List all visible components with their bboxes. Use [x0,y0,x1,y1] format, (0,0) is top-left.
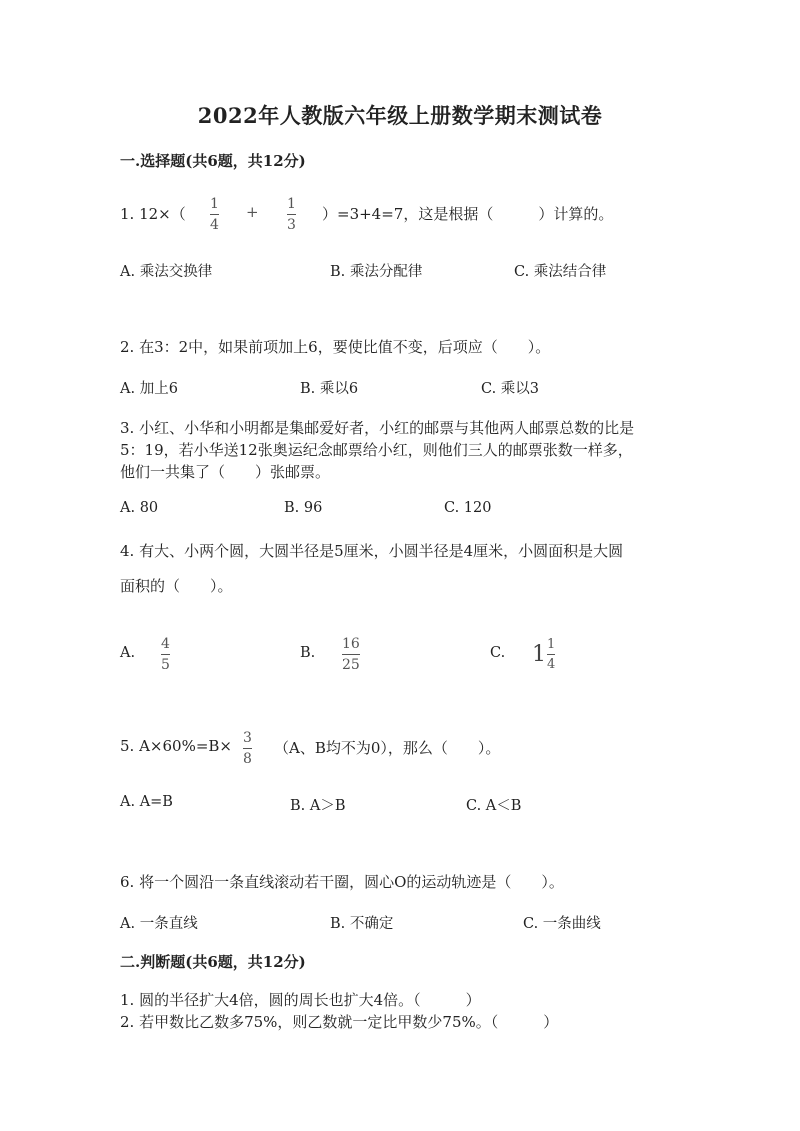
question-2-text: 2. 在3：2中，如果前项加上6，要使比值不变，后项应（ ）。 [120,338,551,356]
question-4-line-2: 面积的（ ）。 [120,577,233,595]
question-6-text: 6. 将一个圆沿一条直线滚动若干圈，圆心O的运动轨迹是（ ）。 [120,873,564,891]
fraction-denominator: 4 [210,217,219,233]
question-3-line-3: 他们一共集了（ ）张邮票。 [120,463,331,481]
section-heading-choice: 一.选择题(共6题，共12分) [120,152,306,170]
question-6-option-c[interactable]: C. 一条曲线 [523,916,601,932]
mixed-fraction [547,638,555,671]
question-1-fraction-1 [210,197,219,232]
question-6-option-b[interactable]: B. 不确定 [330,916,394,932]
question-5-prefix: 5. A×60%=B× [120,737,232,755]
mixed-whole: 1 [532,642,546,667]
question-1-suffix: ）=3+4=7，这是根据（ ）计算的。 [322,205,614,223]
question-2-option-c[interactable]: C. 乘以3 [481,381,540,397]
question-2-option-b[interactable]: B. 乘以6 [300,381,359,397]
fraction-numerator: 3 [243,730,252,746]
question-5-fraction [243,731,252,766]
fraction-denominator: 8 [243,751,252,767]
fraction-numerator: 4 [161,636,170,652]
page-title: 2022年人教版六年级上册数学期末测试卷 [197,103,603,128]
option-label: C. [490,645,506,661]
fraction-denominator: 4 [547,657,556,672]
question-4-line-1: 4. 有大、小两个圆，大圆半径是5厘米，小圆半径是4厘米，小圆面积是大圆 [120,542,624,560]
question-1-option-a[interactable]: A. 乘法交换律 [120,264,213,280]
question-1-option-c[interactable]: C. 乘法结合律 [514,264,607,280]
option-fraction [342,637,360,672]
fraction-numerator: 1 [210,196,219,212]
true-false-question-1: 1. 圆的半径扩大4倍，圆的周长也扩大4倍。（ ） [120,991,481,1009]
question-1-option-b[interactable]: B. 乘法分配律 [330,264,423,280]
fraction-denominator: 5 [161,657,170,673]
plus-sign: + [246,203,259,221]
question-5-suffix: （A、B均不为0），那么（ ）。 [274,739,501,757]
question-1-fraction-2 [287,197,296,232]
question-5-option-c[interactable]: C. A＜B [466,798,522,814]
option-label: A. [120,645,136,661]
fraction-denominator: 25 [342,657,360,673]
question-5-option-a[interactable]: A. A=B [120,794,173,810]
fraction-denominator: 3 [287,217,296,233]
option-fraction [161,637,170,672]
question-3-option-c[interactable]: C. 120 [444,500,492,516]
question-6-option-a[interactable]: A. 一条直线 [120,916,198,932]
question-1-prefix: 1. 12×（ [120,205,186,223]
section-heading-true-false: 二.判断题(共6题，共12分) [120,953,306,971]
fraction-numerator: 1 [287,196,296,212]
fraction-numerator: 1 [547,637,556,652]
option-mixed-number [532,638,555,671]
question-3-option-a[interactable]: A. 80 [120,500,159,516]
question-3-line-2: 5：19，若小华送12张奥运纪念邮票给小红，则他们三人的邮票张数一样多， [120,441,633,459]
question-3-line-1: 3. 小红、小华和小明都是集邮爱好者，小红的邮票与其他两人邮票总数的比是 [120,419,635,437]
option-label: B. [300,645,316,661]
question-3-option-b[interactable]: B. 96 [284,500,323,516]
fraction-numerator: 16 [342,636,360,652]
question-5-option-b[interactable]: B. A＞B [290,798,346,814]
true-false-question-2: 2. 若甲数比乙数多75%，则乙数就一定比甲数少75%。（ ） [120,1013,559,1031]
question-2-option-a[interactable]: A. 加上6 [120,381,178,397]
